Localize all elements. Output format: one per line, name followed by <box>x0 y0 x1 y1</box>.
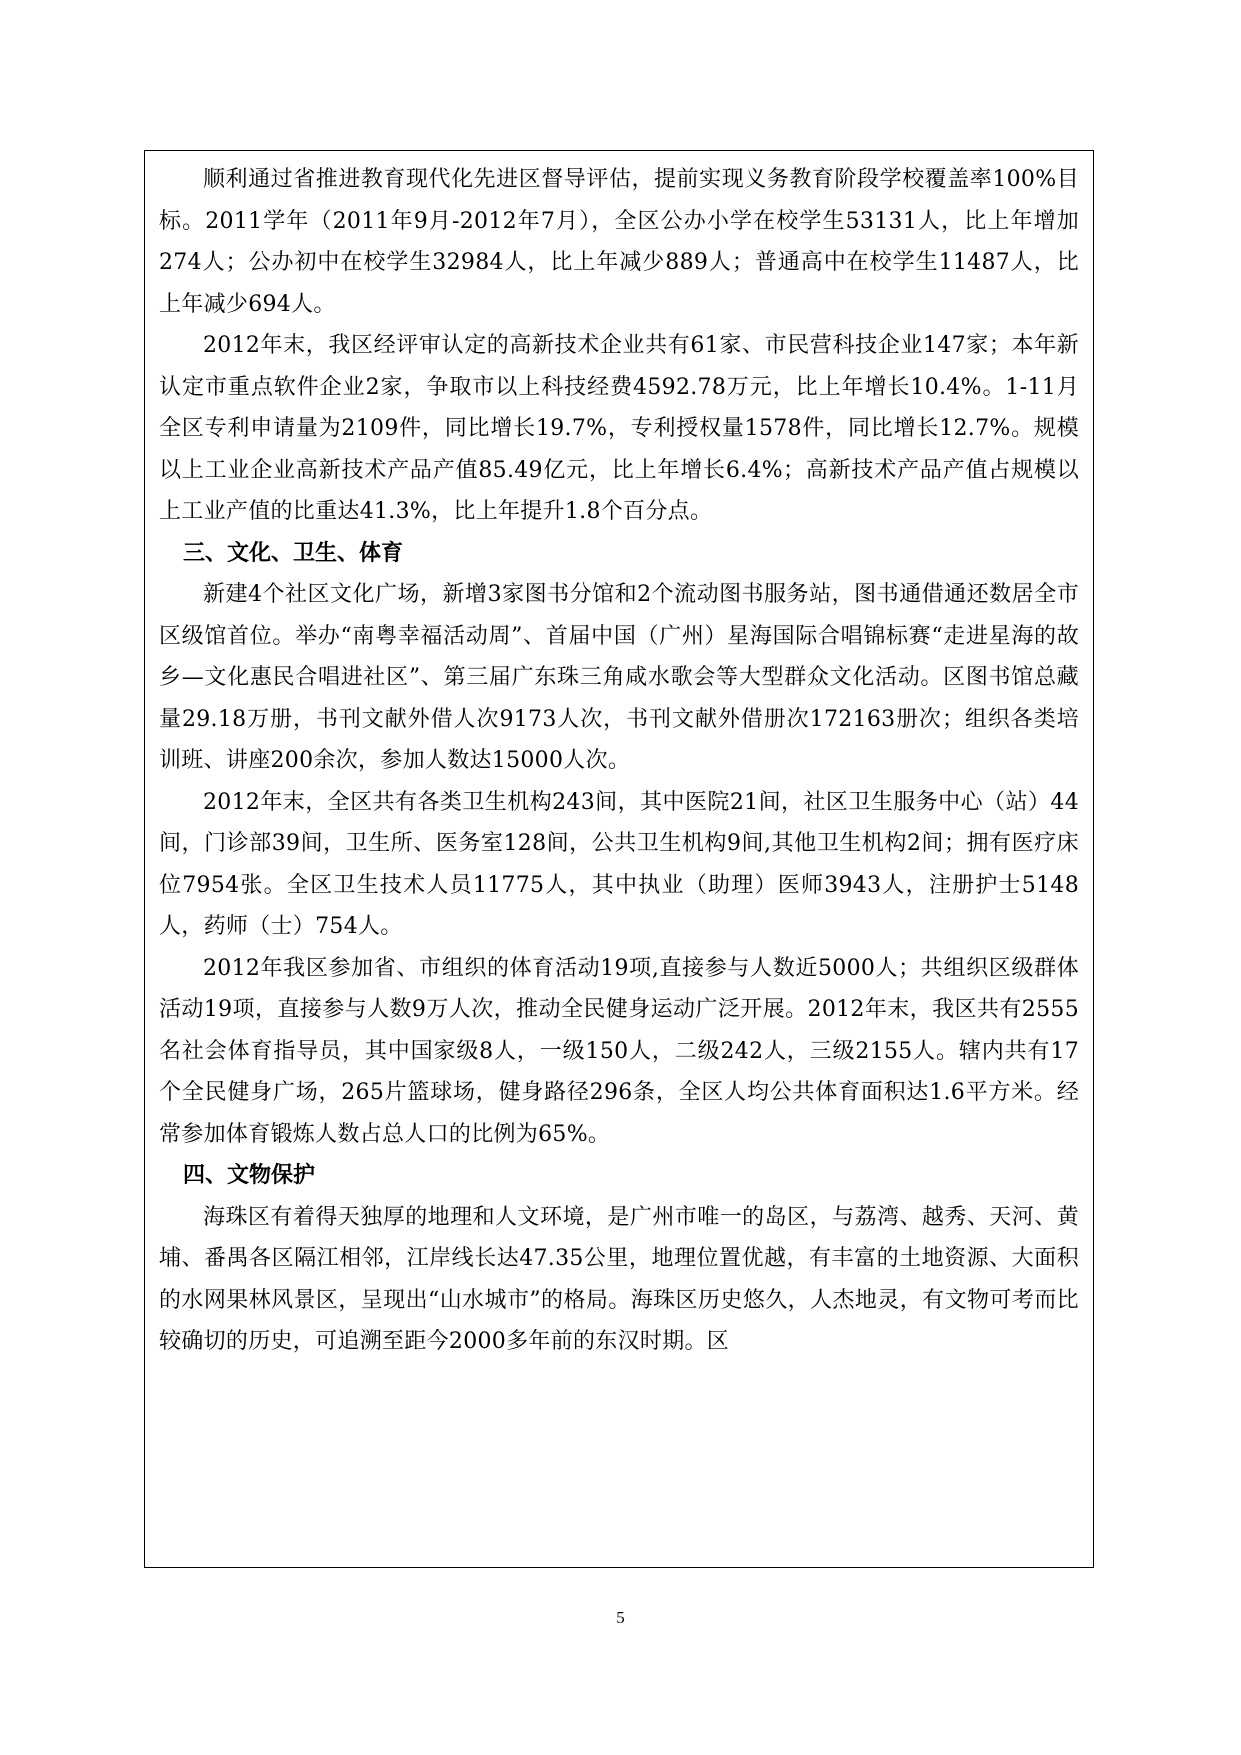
paragraph-education: 顺利通过省推进教育现代化先进区督导评估，提前实现义务教育阶段学校覆盖率100%目标。2011学年（2011年9月-2012年7月），全区公办小学在校学生53131人，比上年增加274人；公办初中在校学生32984人，比上年减少889人；普通高中在校学生11487人，比上年减少694人。 <box>159 167 1079 317</box>
paragraph-sports: 2012年我区参加省、市组织的体育活动19项,直接参与人数近5000人；共组织区级群体活动19项，直接参与人数9万人次，推动全民健身运动广泛开展。2012年末，我区共有2555名社会体育指导员，其中国家级8人，一级150人，二级242人，三级2155人。辖内共有17个全民健身广场，265片篮球场，健身路径296条，全区人均公共体育面积达1.6平方米。经常参加体育锻炼人数占总人口的比例为65%。 <box>159 955 1079 1147</box>
paragraph-health: 2012年末，全区共有各类卫生机构243间，其中医院21间，社区卫生服务中心（站）44间，门诊部39间，卫生所、医务室128间，公共卫生机构9间,其他卫生机构2间；拥有医疗床位7954张。全区卫生技术人员11775人，其中执业（助理）医师3943人，注册护士5148人，药师（士）754人。 <box>159 789 1079 939</box>
section-heading-culture-health-sports: 三、文化、卫生、体育 <box>183 540 404 566</box>
section-heading-cultural-relics: 四、文物保护 <box>183 1163 316 1188</box>
paragraph-cultural-relics: 海珠区有着得天独厚的地理和人文环境，是广州市唯一的岛区，与荔湾、越秀、天河、黄埔、番禺各区隔江相邻，江岸线长达47.35公里，地理位置优越，有丰富的土地资源、大面积的水网果林风景区，呈现出“山水城市”的格局。海珠区历史悠久，人杰地灵，有文物可考而比较确切的历史，可追溯至距今2000多年前的东汉时期。区 <box>159 1204 1079 1354</box>
page-number: 5 <box>616 1608 625 1627</box>
paragraph-technology: 2012年末，我区经评审认定的高新技术企业共有61家、市民营科技企业147家；本年新认定市重点软件企业2家，争取市以上科技经费4592.78万元，比上年增长10.4%。1-11月全区专利申请量为2109件，同比增长19.7%，专利授权量1578件，同比增长12.7%。规模以上工业企业高新技术产品产值85.49亿元，比上年增长6.4%；高新技术产品产值占规模以上工业产值的比重达41.3%，比上年提升1.8个百分点。 <box>159 333 1079 524</box>
document-frame <box>144 150 1094 1568</box>
paragraph-culture: 新建4个社区文化广场，新增3家图书分馆和2个流动图书服务站，图书通借通还数居全市区级馆首位。举办“南粤幸福活动周”、首届中国（广州）星海国际合唱锦标赛“走进星海的故乡—文化惠民合唱进社区”、第三届广东珠三角咸水歌会等大型群众文化活动。区图书馆总藏量29.18万册，书刊文献外借人次9173人次，书刊文献外借册次172163册次；组织各类培训班、讲座200余次，参加人数达15000人次。 <box>159 582 1079 773</box>
